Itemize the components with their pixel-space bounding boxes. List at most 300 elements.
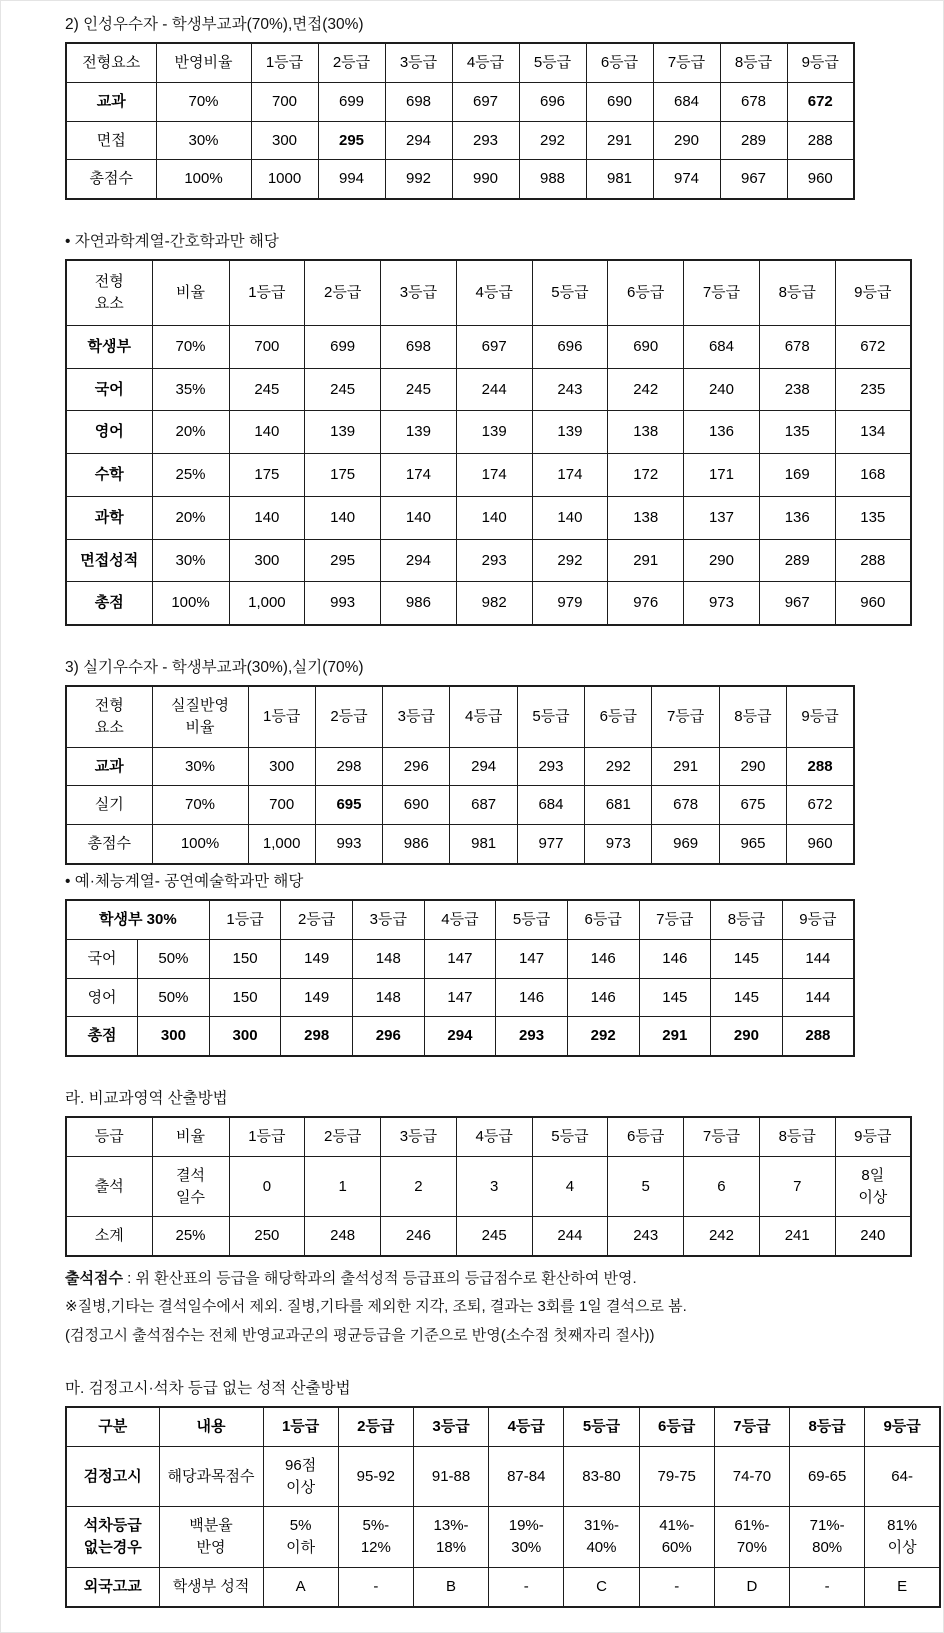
table-cell: 30% <box>152 747 248 786</box>
table-cell: 74-70 <box>714 1446 789 1507</box>
note-ged-attendance: (검정고시 출석점수는 전체 반영교과군의 평균등급을 기준으로 반영(소수점 첫째자리 절사)) <box>65 1326 655 1344</box>
table-cell: 3등급 <box>413 1407 488 1446</box>
note-illness-exclusion: ※질병,기타는 결석일수에서 제외. 질병,기타를 제외한 지각, 조퇴, 결과는 3회를 1일 결석으로 봄. <box>65 1298 687 1316</box>
section-heading-silgi: 3) 실기우수자 - 학생부교과(30%),실기(70%) <box>65 659 364 677</box>
table-cell: 소계 <box>66 1217 152 1256</box>
table-cell: 135 <box>835 496 911 539</box>
table-cell: 91-88 <box>413 1446 488 1507</box>
table-cell: 678 <box>720 82 787 121</box>
table-cell: 교과 <box>66 747 152 786</box>
table-cell: 986 <box>383 825 450 864</box>
table-cell: 174 <box>456 454 532 497</box>
table-cell: 699 <box>305 325 381 368</box>
note-attendance-score <box>65 1267 915 1290</box>
table-cell: 70% <box>152 786 248 825</box>
table-cell: 8등급 <box>719 686 786 747</box>
table-cell: 134 <box>835 411 911 454</box>
table-cell: 300 <box>209 1017 281 1056</box>
table-cell: 292 <box>567 1017 639 1056</box>
table-cell: 244 <box>532 1217 608 1256</box>
table-cell: 140 <box>532 496 608 539</box>
table-row <box>66 1407 940 1446</box>
table-cell: 960 <box>835 582 911 625</box>
table-cell: 246 <box>381 1217 457 1256</box>
table-cell: 검정고시 <box>66 1446 159 1507</box>
table-cell: 50% <box>138 939 210 978</box>
table-cell: 990 <box>452 160 519 199</box>
table-cell: 969 <box>652 825 719 864</box>
table-cell: 136 <box>684 411 760 454</box>
table-cell: 6 <box>684 1156 760 1217</box>
table-cell: 2등급 <box>305 260 381 325</box>
table-cell: 30% <box>156 121 251 160</box>
table-cell: 291 <box>608 539 684 582</box>
table-cell: 698 <box>385 82 452 121</box>
table-cell: 41%- 60% <box>639 1507 714 1568</box>
table-cell: 681 <box>585 786 652 825</box>
table-cell: 69-65 <box>790 1446 865 1507</box>
table-cell: 242 <box>684 1217 760 1256</box>
table-cell: 986 <box>381 582 457 625</box>
table-cell: 7등급 <box>652 686 719 747</box>
table-cell: 147 <box>424 939 496 978</box>
table-cell: 100% <box>152 582 229 625</box>
table-cell: 7등급 <box>684 260 760 325</box>
table-cell: 7 <box>759 1156 835 1217</box>
table-cell: 300 <box>248 747 315 786</box>
table-cell: 9등급 <box>865 1407 940 1446</box>
table-cell: 5%- 12% <box>338 1507 413 1568</box>
table-cell: 2등급 <box>318 43 385 82</box>
table-row <box>66 1117 911 1156</box>
section-heading-arts: • 예·체능계열- 공연예술학과만 해당 <box>65 872 304 890</box>
table-cell: C <box>564 1567 639 1606</box>
table-cell: 139 <box>532 411 608 454</box>
table-cell: 174 <box>532 454 608 497</box>
table-cell: 300 <box>229 539 305 582</box>
table-cell: 168 <box>835 454 911 497</box>
table-cell: 영어 <box>66 978 138 1017</box>
table-cell: D <box>714 1567 789 1606</box>
table-row <box>66 582 911 625</box>
table-cell: 979 <box>532 582 608 625</box>
table-row <box>66 825 854 864</box>
table-cell: 296 <box>353 1017 425 1056</box>
table-cell: 146 <box>639 939 711 978</box>
table-cell: 결석 일수 <box>152 1156 229 1217</box>
table-row <box>66 1446 940 1507</box>
table-cell: 2등급 <box>315 686 382 747</box>
table-cell: 988 <box>519 160 586 199</box>
table-cell: 1등급 <box>248 686 315 747</box>
table-cell: 1등급 <box>209 900 281 939</box>
table-cell: 25% <box>152 1217 229 1256</box>
table-cell: 993 <box>315 825 382 864</box>
table-row <box>66 900 854 939</box>
table-cell: 295 <box>318 121 385 160</box>
table-performing-arts-conversion <box>65 899 855 1057</box>
table-row <box>66 1156 911 1217</box>
table-cell: 30% <box>152 539 229 582</box>
table-cell: 294 <box>424 1017 496 1056</box>
table-cell: 총점수 <box>66 160 156 199</box>
table-cell: A <box>263 1567 338 1606</box>
table-cell: 1000 <box>251 160 318 199</box>
table-cell: 석차등급 없는경우 <box>66 1507 159 1568</box>
table-cell: 1,000 <box>229 582 305 625</box>
table-cell: 240 <box>684 368 760 411</box>
table-cell: 250 <box>229 1217 305 1256</box>
table-cell: 140 <box>456 496 532 539</box>
table-cell: 국어 <box>66 368 152 411</box>
table-cell: 150 <box>209 939 281 978</box>
table-cell: 672 <box>787 82 854 121</box>
table-cell: 298 <box>281 1017 353 1056</box>
table-cell: 6등급 <box>585 686 652 747</box>
table-cell: 291 <box>586 121 653 160</box>
table-row <box>66 786 854 825</box>
table-row <box>66 454 911 497</box>
table-cell: 293 <box>496 1017 568 1056</box>
table-cell: 169 <box>759 454 835 497</box>
table-cell: 243 <box>532 368 608 411</box>
table-row <box>66 539 911 582</box>
table-cell: - <box>790 1567 865 1606</box>
table-cell: 4등급 <box>450 686 517 747</box>
table-cell: B <box>413 1567 488 1606</box>
table-cell: 총점 <box>66 1017 138 1056</box>
table-cell: 2등급 <box>305 1117 381 1156</box>
table-cell: 백분율 반영 <box>159 1507 263 1568</box>
table-cell: 비율 <box>152 1117 229 1156</box>
table-cell: 243 <box>608 1217 684 1256</box>
table-cell: 5등급 <box>532 1117 608 1156</box>
table-cell: 실질반영 비율 <box>152 686 248 747</box>
notes-block <box>65 1267 915 1347</box>
table-cell: 학생부 <box>66 325 152 368</box>
table-row <box>66 496 911 539</box>
table-cell: 1등급 <box>229 1117 305 1156</box>
table-cell: 295 <box>305 539 381 582</box>
table-cell: 245 <box>456 1217 532 1256</box>
table-cell: 149 <box>281 978 353 1017</box>
table-cell: 245 <box>305 368 381 411</box>
table-cell: 3 <box>456 1156 532 1217</box>
table-cell: 690 <box>608 325 684 368</box>
table-cell: 96점 이상 <box>263 1446 338 1507</box>
table-cell: 3등급 <box>353 900 425 939</box>
table-cell: 147 <box>424 978 496 1017</box>
table-cell: 300 <box>251 121 318 160</box>
table-cell: 140 <box>229 411 305 454</box>
table-cell: 175 <box>305 454 381 497</box>
table-cell: 3등급 <box>383 686 450 747</box>
table-cell: 내용 <box>159 1407 263 1446</box>
table-cell: 8일 이상 <box>835 1156 911 1217</box>
table-cell: 690 <box>383 786 450 825</box>
table-cell: 699 <box>318 82 385 121</box>
table-cell: 과학 <box>66 496 152 539</box>
table-cell: 150 <box>209 978 281 1017</box>
table-cell: 50% <box>138 978 210 1017</box>
table-cell: 64- <box>865 1446 940 1507</box>
table-cell: 144 <box>782 978 854 1017</box>
table-silgi-conversion <box>65 685 855 865</box>
table-cell: 289 <box>759 539 835 582</box>
table-cell: 967 <box>720 160 787 199</box>
table-cell: 교과 <box>66 82 156 121</box>
table-cell: 6등급 <box>639 1407 714 1446</box>
table-cell: 145 <box>711 978 783 1017</box>
table-cell: 7등급 <box>714 1407 789 1446</box>
table-cell: 70% <box>152 325 229 368</box>
table-cell: 244 <box>456 368 532 411</box>
table-cell: 698 <box>381 325 457 368</box>
table-cell: 139 <box>456 411 532 454</box>
table-cell: 5등급 <box>519 43 586 82</box>
table-cell: E <box>865 1567 940 1606</box>
table-cell: 20% <box>152 496 229 539</box>
table-cell: 구분 <box>66 1407 159 1446</box>
note-attendance-label: 출석점수 <box>65 1270 123 1288</box>
table-cell: 31%- 40% <box>564 1507 639 1568</box>
table-cell: 6등급 <box>567 900 639 939</box>
table-cell: 5% 이하 <box>263 1507 338 1568</box>
note-attendance-text: : 위 환산표의 등급을 해당학과의 출석성적 등급표의 등급점수로 환산하여 반영. <box>122 1270 637 1288</box>
table-cell: 148 <box>353 939 425 978</box>
table-cell: 684 <box>653 82 720 121</box>
table-cell: 145 <box>639 978 711 1017</box>
table-cell: 전형 요소 <box>66 686 152 747</box>
table-cell: 1등급 <box>251 43 318 82</box>
table-cell: 981 <box>586 160 653 199</box>
table-cell: 146 <box>567 978 639 1017</box>
table-cell: 241 <box>759 1217 835 1256</box>
table-cell: 9등급 <box>787 686 854 747</box>
table-cell: 6등급 <box>608 260 684 325</box>
table-cell: 140 <box>305 496 381 539</box>
table-cell: 690 <box>586 82 653 121</box>
table-cell: 974 <box>653 160 720 199</box>
table-attendance-conversion <box>65 1116 912 1257</box>
table-cell: 146 <box>496 978 568 1017</box>
table-cell: 696 <box>532 325 608 368</box>
table-cell: 672 <box>787 786 854 825</box>
table-cell: 138 <box>608 411 684 454</box>
table-cell: 3등급 <box>385 43 452 82</box>
table-cell: 290 <box>719 747 786 786</box>
table-cell: 292 <box>585 747 652 786</box>
table-cell: 684 <box>517 786 584 825</box>
table-cell: 13%- 18% <box>413 1507 488 1568</box>
table-row <box>66 1567 940 1606</box>
table-cell: 100% <box>152 825 248 864</box>
table-cell: 697 <box>456 325 532 368</box>
table-cell: 8등급 <box>790 1407 865 1446</box>
table-cell: 71%- 80% <box>790 1507 865 1568</box>
table-cell: 235 <box>835 368 911 411</box>
table-cell: 70% <box>156 82 251 121</box>
table-cell: 5등급 <box>564 1407 639 1446</box>
table-cell: 3등급 <box>381 260 457 325</box>
table-cell: 5 <box>608 1156 684 1217</box>
table-cell: 비율 <box>152 260 229 325</box>
table-cell: 135 <box>759 411 835 454</box>
table-row <box>66 747 854 786</box>
table-cell: 2등급 <box>338 1407 413 1446</box>
table-cell: 148 <box>353 978 425 1017</box>
table-cell: 248 <box>305 1217 381 1256</box>
table-cell: 288 <box>835 539 911 582</box>
table-cell: - <box>639 1567 714 1606</box>
table-cell: 976 <box>608 582 684 625</box>
table-cell: - <box>489 1567 564 1606</box>
table-cell: 700 <box>251 82 318 121</box>
table-cell: 반영비율 <box>156 43 251 82</box>
table-cell: 2 <box>381 1156 457 1217</box>
table-cell: 83-80 <box>564 1446 639 1507</box>
table-cell: 8등급 <box>759 260 835 325</box>
table-cell: 137 <box>684 496 760 539</box>
table-cell: 8등급 <box>759 1117 835 1156</box>
table-row <box>66 686 854 747</box>
table-cell: 외국고교 <box>66 1567 159 1606</box>
table-cell: 697 <box>452 82 519 121</box>
table-cell: 9등급 <box>782 900 854 939</box>
table-cell: 290 <box>653 121 720 160</box>
table-cell: 147 <box>496 939 568 978</box>
table-nursing-conversion <box>65 259 912 626</box>
table-cell: 967 <box>759 582 835 625</box>
table-cell: 4등급 <box>456 260 532 325</box>
table-cell: 79-75 <box>639 1446 714 1507</box>
table-cell: 6등급 <box>586 43 653 82</box>
table-cell: 242 <box>608 368 684 411</box>
table-cell: 174 <box>381 454 457 497</box>
table-cell: 7등급 <box>653 43 720 82</box>
table-cell: 696 <box>519 82 586 121</box>
table-cell: 총점 <box>66 582 152 625</box>
table-cell: 294 <box>385 121 452 160</box>
table-cell: 1,000 <box>248 825 315 864</box>
table-cell: 총점수 <box>66 825 152 864</box>
table-cell: 140 <box>381 496 457 539</box>
table-cell: 288 <box>782 1017 854 1056</box>
table-cell: 해당과목점수 <box>159 1446 263 1507</box>
table-row <box>66 1507 940 1568</box>
table-row <box>66 368 911 411</box>
table-cell: 전형 요소 <box>66 260 152 325</box>
table-cell: 95-92 <box>338 1446 413 1507</box>
table-cell: - <box>338 1567 413 1606</box>
table-cell: 9등급 <box>835 260 911 325</box>
table-cell: 139 <box>381 411 457 454</box>
table-cell: 실기 <box>66 786 152 825</box>
table-cell: 6등급 <box>608 1117 684 1156</box>
table-cell: 학생부 성적 <box>159 1567 263 1606</box>
table-row <box>66 325 911 368</box>
table-cell: 1 <box>305 1156 381 1217</box>
table-cell: 144 <box>782 939 854 978</box>
table-cell: 175 <box>229 454 305 497</box>
table-row <box>66 978 854 1017</box>
table-cell: 면접 <box>66 121 156 160</box>
table-cell: 35% <box>152 368 229 411</box>
table-cell: 5등급 <box>496 900 568 939</box>
table-cell: 1등급 <box>229 260 305 325</box>
table-cell: 2등급 <box>281 900 353 939</box>
table-cell: 학생부 30% <box>66 900 209 939</box>
table-cell: 292 <box>532 539 608 582</box>
table-cell: 영어 <box>66 411 152 454</box>
table-cell: 140 <box>229 496 305 539</box>
table-cell: 675 <box>719 786 786 825</box>
table-cell: 172 <box>608 454 684 497</box>
table-cell: 171 <box>684 454 760 497</box>
table-cell: 982 <box>456 582 532 625</box>
table-cell: 289 <box>720 121 787 160</box>
table-cell: 수학 <box>66 454 152 497</box>
table-cell: 684 <box>684 325 760 368</box>
table-cell: 960 <box>787 160 854 199</box>
table-cell: 1등급 <box>263 1407 338 1446</box>
table-cell: 245 <box>229 368 305 411</box>
table-cell: 출석 <box>66 1156 152 1217</box>
table-cell: 678 <box>759 325 835 368</box>
table-row <box>66 121 854 160</box>
table-cell: 5등급 <box>517 686 584 747</box>
table-cell: 국어 <box>66 939 138 978</box>
table-cell: 240 <box>835 1217 911 1256</box>
table-cell: 994 <box>318 160 385 199</box>
table-cell: 294 <box>450 747 517 786</box>
table-cell: 25% <box>152 454 229 497</box>
table-cell: 전형요소 <box>66 43 156 82</box>
table-cell: 4등급 <box>452 43 519 82</box>
table-cell: 0 <box>229 1156 305 1217</box>
table-cell: 20% <box>152 411 229 454</box>
table-cell: 993 <box>305 582 381 625</box>
table-cell: 8등급 <box>720 43 787 82</box>
table-cell: 700 <box>248 786 315 825</box>
table-cell: 81% 이상 <box>865 1507 940 1568</box>
table-cell: 139 <box>305 411 381 454</box>
table-cell: 87-84 <box>489 1446 564 1507</box>
table-cell: 678 <box>652 786 719 825</box>
section-heading-natural-science: • 자연과학계열-간호학과만 해당 <box>65 233 279 251</box>
table-cell: 4등급 <box>456 1117 532 1156</box>
table-cell: 149 <box>281 939 353 978</box>
table-cell: 294 <box>381 539 457 582</box>
section-heading-non-subject: 라. 비교과영역 산출방법 <box>65 1090 228 1108</box>
table-cell: 146 <box>567 939 639 978</box>
table-cell: 965 <box>719 825 786 864</box>
table-cell: 288 <box>787 121 854 160</box>
table-cell: 293 <box>517 747 584 786</box>
table-cell: 8등급 <box>711 900 783 939</box>
table-cell: 700 <box>229 325 305 368</box>
table-cell: 면접성적 <box>66 539 152 582</box>
section-heading-insung: 2) 인성우수자 - 학생부교과(70%),면접(30%) <box>65 16 364 33</box>
table-row <box>66 1017 854 1056</box>
table-cell: 19%- 30% <box>489 1507 564 1568</box>
table-cell: 등급 <box>66 1117 152 1156</box>
table-cell: 5등급 <box>532 260 608 325</box>
table-cell: 290 <box>684 539 760 582</box>
table-cell: 4등급 <box>489 1407 564 1446</box>
table-row <box>66 160 854 199</box>
table-cell: 238 <box>759 368 835 411</box>
